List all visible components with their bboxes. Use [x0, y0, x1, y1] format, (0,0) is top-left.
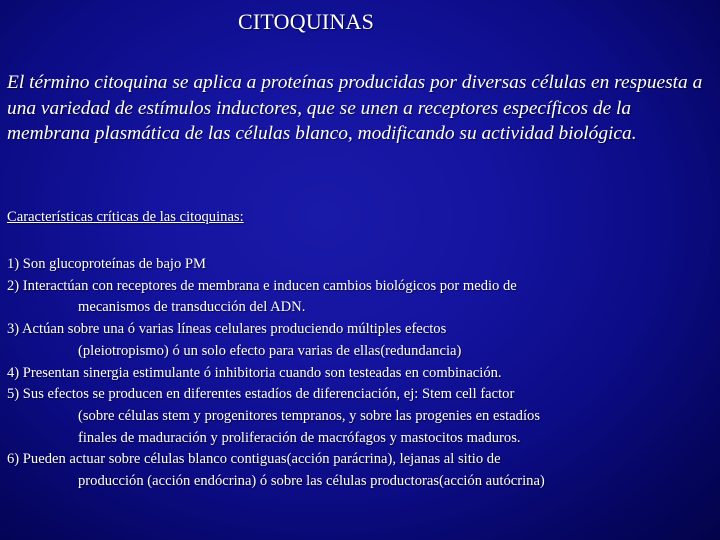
- list-item-continuation: producción (acción endócrina) ó sobre las células productoras(acción autócrina): [78, 473, 545, 490]
- list-item-continuation: (sobre células stem y progenitores tempranos, y sobre las progenies en estadíos: [78, 407, 541, 424]
- list-item: [7, 449, 712, 492]
- list-item-continuation: finales de maduración y proliferación de macrófagos y mastocitos maduros.: [78, 429, 521, 446]
- list-item-text: 6) Pueden actuar sobre células blanco contiguas(acción parácrina), lejanas al sitio de: [7, 451, 501, 468]
- list-item: [7, 363, 712, 385]
- list-item: [7, 319, 712, 362]
- list-item-text: 2) Interactúan con receptores de membrana e inducen cambios biológicos por medio de: [7, 277, 517, 294]
- list-item: [7, 254, 712, 276]
- list-item: [7, 276, 712, 319]
- intro-paragraph: El término citoquina se aplica a proteínas producidas por diversas células en respuesta a una variedad de estímulos inductores, que se unen a receptores específicos de la membrana plasmática de las células blanco, modificando su actividad biológica.: [7, 72, 703, 145]
- section-heading: Características críticas de las citoquinas:: [7, 209, 244, 225]
- list-item: [7, 384, 712, 449]
- list-item-text: 4) Presentan sinergia estimulante ó inhibitoria cuando son testeadas en combinación.: [7, 364, 502, 381]
- list-item-text: 1) Son glucoproteínas de bajo PM: [7, 256, 207, 272]
- list-item-text: 3) Actúan sobre una ó varias líneas celulares produciendo múltiples efectos: [7, 321, 447, 338]
- characteristics-list: [7, 254, 712, 493]
- list-item-continuation: mecanismos de transducción del ADN.: [78, 299, 306, 316]
- list-item-text: 5) Sus efectos se producen en diferentes estadíos de diferenciación, ej: Stem cell factor: [7, 386, 515, 403]
- slide-title: CITOQUINAS: [238, 9, 375, 34]
- list-item-continuation: (pleiotropismo) ó un solo efecto para varias de ellas(redundancia): [78, 342, 462, 359]
